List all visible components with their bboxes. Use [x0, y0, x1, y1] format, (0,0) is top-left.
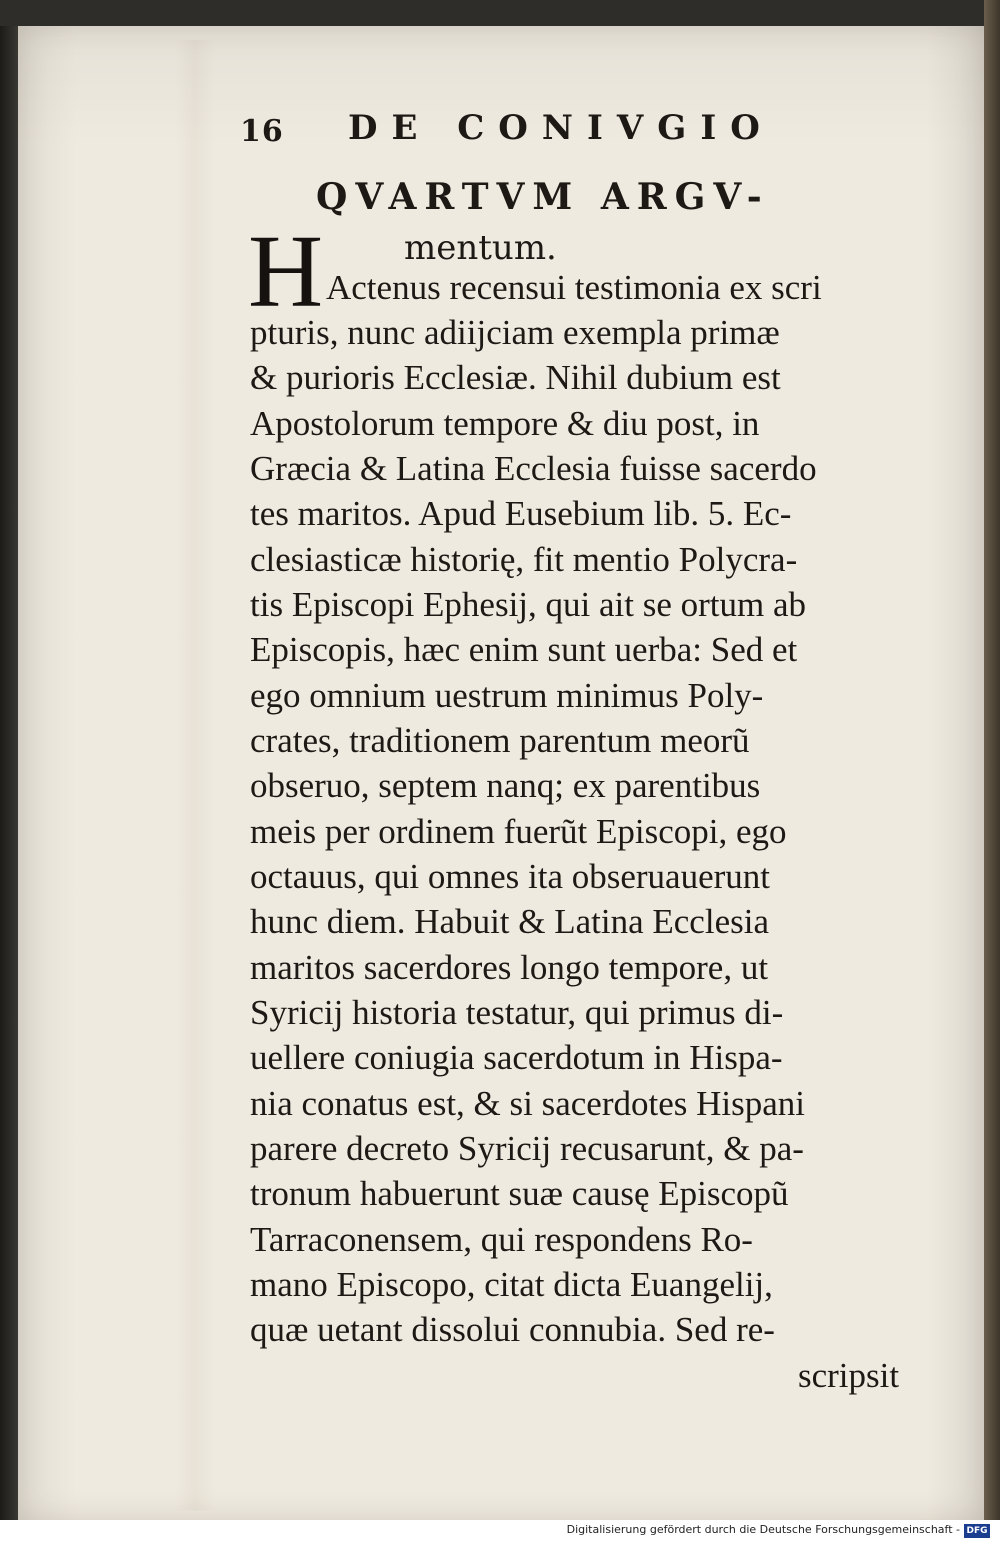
text-line-15: hunc diem. Habuit & Latina Ecclesia [250, 902, 769, 941]
text-line-9: Episcopis, hæc enim sunt uerba: Sed et [250, 630, 798, 669]
text-line-7: clesiasticæ historię, fit mentio Polycra- [250, 540, 798, 579]
text-line-8: tis Episcopi Ephesij, qui ait se ortum ab [250, 585, 807, 624]
text-line-17: Syricij historia testatur, qui primus di- [250, 993, 784, 1032]
text-line-19: nia conatus est, & si sacerdotes Hispani [250, 1084, 806, 1123]
text-line-14: octauus, qui omnes ita obseruauerunt [250, 857, 771, 896]
section-heading-line2: mentum. [404, 228, 557, 268]
scan-left-edge [0, 26, 18, 1520]
text-line-23: mano Episcopo, citat dicta Euangelij, [250, 1265, 773, 1304]
section-heading-line1: QVARTVM ARGV- [316, 176, 770, 218]
text-line-4: Apostolorum tempore & diu post, in [250, 404, 760, 443]
page-header [240, 108, 820, 158]
text-line-22: Tarraconensem, qui respondens Ro- [250, 1220, 753, 1259]
text-line-18: uellere coniugia sacerdotum in Hispa- [250, 1038, 783, 1077]
text-line-20: parere decreto Syricij recusarunt, & pa- [250, 1129, 804, 1168]
scan-top-edge [0, 0, 1000, 26]
drop-cap-initial: H [248, 214, 324, 329]
text-line-6: tes maritos. Apud Eusebium lib. 5. Ec- [250, 494, 792, 533]
text-line-10: ego omnium uestrum minimus Poly- [250, 676, 764, 715]
footer-bar [0, 1520, 1000, 1543]
dfg-logo: DFG [964, 1524, 990, 1538]
running-title: DE CONIVGIO [348, 108, 774, 148]
text-line-21: tronum habuerunt suæ causę Episcopũ [250, 1174, 789, 1213]
text-line-24: quæ uetant dissolui connubia. Sed re- [250, 1310, 775, 1349]
text-line-5: Græcia & Latina Ecclesia fuisse sacerdo [250, 449, 817, 488]
catchword: scripsit [798, 1356, 900, 1395]
scan-right-edge [984, 0, 1000, 1520]
funding-note: Digitalisierung gefördert durch die Deutsche Forschungsgemeinschaft - [566, 1523, 960, 1536]
page-number: 16 [240, 114, 284, 149]
text-line-2: pturis, nunc adiijciam exempla primæ [250, 313, 780, 352]
page-fold-shadow [175, 40, 215, 1510]
text-line-3: & purioris Ecclesiæ. Nihil dubium est [250, 358, 781, 397]
text-line-11: crates, traditionem parentum meorũ [250, 721, 750, 760]
text-line-1: Actenus recensui testimonia ex scri [326, 268, 822, 307]
text-line-13: meis per ordinem fuerũt Episcopi, ego [250, 812, 787, 851]
text-line-16: maritos sacerdores longo tempore, ut [250, 948, 769, 987]
text-line-12: obseruo, septem nanq; ex parentibus [250, 766, 761, 805]
